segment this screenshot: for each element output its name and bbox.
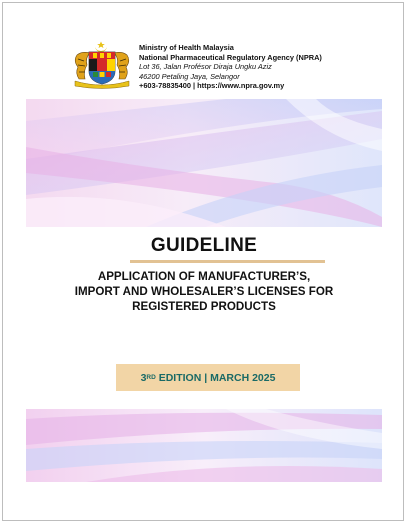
- edition-number: 3: [140, 371, 147, 384]
- edition-suffix: RD: [146, 374, 156, 381]
- decorative-banner-bottom: [26, 409, 382, 482]
- agency-name: National Pharmaceutical Regulatory Agency (NPRA): [139, 52, 322, 62]
- subtitle-line-1: APPLICATION OF MANUFACTURER’S,: [97, 270, 311, 283]
- edition-text: EDITION | MARCH 2025: [155, 371, 276, 384]
- contact-line: +603-78835400 | https://www.npra.gov.my: [139, 81, 285, 91]
- decorative-banner-top: [26, 99, 382, 227]
- address-line-2: 46200 Petaling Jaya, Selangor: [139, 71, 240, 81]
- agency-header: [139, 43, 322, 91]
- edition-badge: [116, 364, 300, 391]
- document-title: GUIDELINE: [150, 235, 258, 256]
- subtitle-line-3: REGISTERED PRODUCTS: [132, 300, 276, 313]
- document-subtitle: [3, 269, 405, 314]
- address-line-1: Lot 36, Jalan Profésor Diraja Ungku Aziz: [139, 62, 272, 72]
- cover-page: [2, 2, 404, 521]
- ministry-name: Ministry of Health Malaysia: [139, 43, 234, 52]
- coat-of-arms-icon: [69, 41, 135, 89]
- subtitle-line-2: IMPORT AND WHOLESALER’S LICENSES FOR: [74, 285, 334, 298]
- title-underline: [130, 260, 325, 263]
